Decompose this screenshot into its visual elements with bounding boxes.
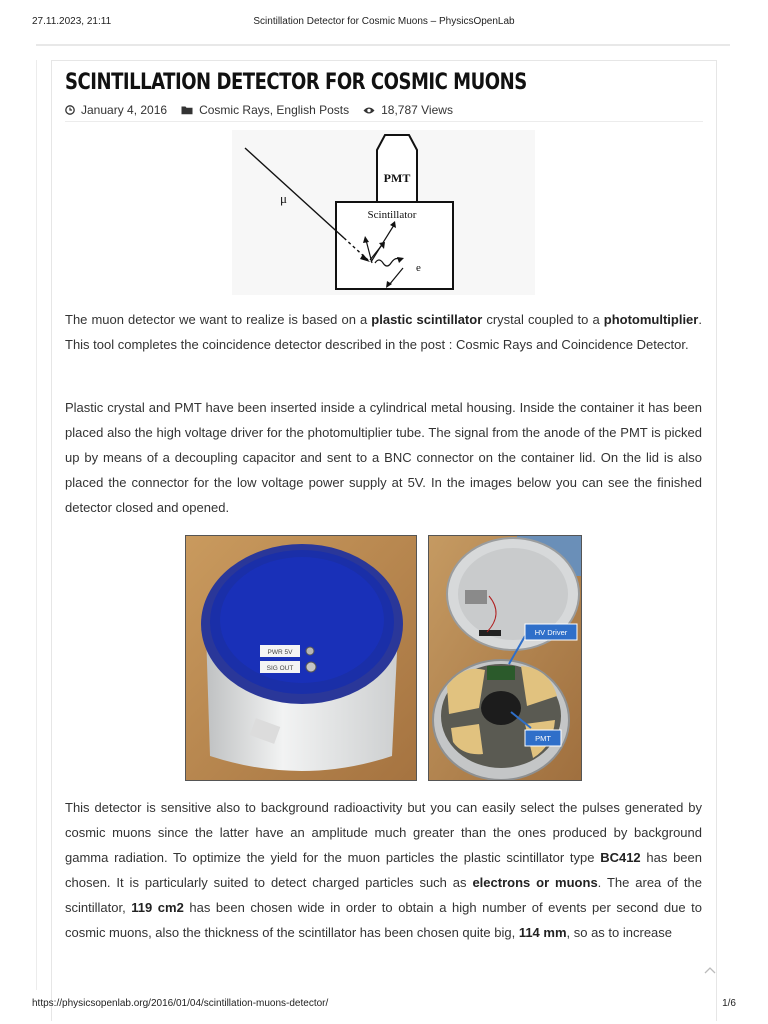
detector-diagram (232, 130, 535, 295)
chevron-up-icon (704, 966, 716, 974)
text-run: . This tool completes the coincidence detector described in the post : (65, 312, 702, 352)
print-page-title: Scintillation Detector for Cosmic Muons – PhysicsOpenLab (253, 16, 515, 27)
meta-divider (65, 121, 703, 122)
bold-run: photomultiplier (603, 312, 699, 327)
text-run: This detector is sensitive also to background radioactivity but you can easily select the pulses generated by cosmic muons since the latter have an amplitude much greater than the ones produced by background gamma radiation. To optimize the yield for the muon particles the plastic scintillator type (65, 800, 702, 865)
print-url: https://physicsopenlab.org/2016/01/04/scintillation-muons-detector/ (32, 998, 329, 1009)
scintillator-label: Scintillator (367, 209, 417, 221)
top-divider (36, 44, 730, 46)
pmt-callout: PMT (535, 734, 551, 743)
hv-driver-callout: HV Driver (534, 628, 568, 637)
left-border-line (36, 60, 37, 990)
meta-categories (181, 103, 349, 117)
text-run: has been chosen wide in order to obtain a high number of events per second due to cosmic muons, also the thickness of the scintillator has been chosen quite big, (65, 900, 702, 940)
text-run: . (685, 337, 689, 352)
print-datetime: 27.11.2023, 21:11 (32, 16, 112, 27)
meta-views (363, 103, 453, 117)
clock-icon (65, 105, 75, 115)
text-run: , so as to increase (566, 925, 673, 940)
bold-run: electrons or muons (472, 875, 598, 890)
text-run: has been chosen. It is particularly suited to detect charged particles such as (65, 850, 702, 890)
folder-icon (181, 105, 193, 115)
text-run: The muon detector we want to realize is based on a (65, 312, 372, 327)
post-categories-link[interactable]: Cosmic Rays, English Posts (199, 103, 350, 117)
paragraph-sensitivity (65, 795, 702, 945)
sig-label: SIG OUT (266, 665, 294, 672)
eye-icon (363, 106, 375, 115)
pwr-label: PWR 5V (267, 649, 293, 656)
coincidence-detector-link[interactable]: Cosmic Rays and Coincidence Detector (455, 337, 686, 352)
post-title: SCINTILLATION DETECTOR FOR COSMIC MUONS (65, 70, 527, 95)
meta-date (65, 103, 167, 117)
print-page-number: 1/6 (722, 998, 736, 1009)
paragraph-housing: Plastic crystal and PMT have been inserted inside a cylindrical metal housing. Inside the container it has been placed also the high voltage driver for the photomultiplier tube. The signal from the anode of the PMT is picked up by means of a decoupling capacitor and sent to a BNC connector on the container lid. On the lid is also placed the connector for the low voltage power supply at 5V. In the images below you can see the finished detector closed and opened. (65, 400, 702, 515)
print-header (32, 16, 736, 30)
detector-closed-photo (185, 535, 417, 781)
scroll-to-top-button[interactable] (699, 959, 721, 981)
pmt-label: PMT (383, 171, 411, 185)
detector-open-photo (428, 535, 582, 781)
bold-run: 114 mm (518, 925, 567, 940)
text-run: crystal coupled to a (482, 312, 604, 327)
paragraph-intro (65, 307, 702, 357)
post-date: January 4, 2016 (81, 103, 168, 117)
bold-run: 119 cm2 (131, 900, 184, 915)
electron-label: e (416, 262, 421, 274)
muon-label: μ (280, 191, 287, 206)
print-footer (32, 998, 736, 1012)
post-meta (65, 103, 467, 117)
bold-run: plastic scintillator (371, 312, 483, 327)
post-views: 18,787 Views (381, 103, 453, 117)
text-run: . The area of the scintillator, (65, 875, 702, 915)
bold-run: BC412 (600, 850, 641, 865)
